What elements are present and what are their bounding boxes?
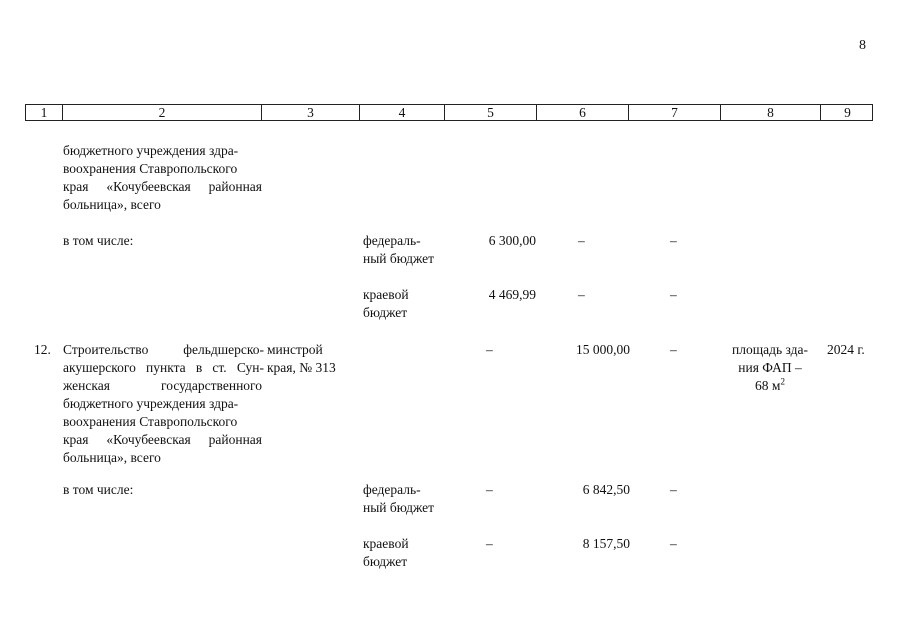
header-col-7: 7 bbox=[629, 105, 721, 120]
header-col-3: 3 bbox=[262, 105, 360, 120]
r12-name-line-4: бюджетного учреждения здра- bbox=[63, 396, 239, 411]
r12-fed-col6: 6 842,50 bbox=[582, 482, 630, 497]
r11-reg-source-2: бюджет bbox=[363, 305, 408, 320]
r12-name-line-6: края «Кочубеевская районная bbox=[63, 432, 262, 447]
r12-fed-col7: – bbox=[670, 482, 677, 497]
header-col-4: 4 bbox=[360, 105, 445, 120]
r12-name-line-2: акушерского пункта в ст. Сун- bbox=[63, 360, 264, 375]
r12-reg-col5: – bbox=[486, 536, 493, 551]
r12-col9: 2024 г. bbox=[827, 342, 865, 357]
r12-number: 12. bbox=[34, 342, 51, 357]
r11-reg-col5: 4 469,99 bbox=[488, 287, 536, 302]
page-number: 8 bbox=[859, 38, 866, 53]
r11-reg-col7: – bbox=[670, 287, 677, 302]
r12-col5: – bbox=[486, 342, 493, 357]
header-col-5: 5 bbox=[445, 105, 537, 120]
table-header-row bbox=[25, 104, 873, 121]
header-col-1: 1 bbox=[26, 105, 63, 120]
r11-fed-source-2: ный бюджет bbox=[363, 251, 435, 266]
r11-fed-source-1: федераль- bbox=[363, 233, 421, 248]
r11-name-line-3: края «Кочубеевская районная bbox=[63, 179, 262, 194]
r12-reg-col6: 8 157,50 bbox=[582, 536, 630, 551]
r11-fed-col7: – bbox=[670, 233, 677, 248]
r12-name-line-7: больница», всего bbox=[63, 450, 161, 465]
r12-col8-superscript: 2 bbox=[780, 376, 785, 387]
r12-fed-source-1: федераль- bbox=[363, 482, 421, 497]
r11-fed-col5: 6 300,00 bbox=[488, 233, 536, 248]
r12-name-line-5: воохранения Ставропольского bbox=[63, 414, 238, 429]
r12-reg-col7: – bbox=[670, 536, 677, 551]
r11-name-line-4: больница», всего bbox=[63, 197, 161, 212]
r12-sub-label: в том числе: bbox=[63, 482, 134, 497]
r12-reg-source-2: бюджет bbox=[363, 554, 408, 569]
r12-col8-area: 68 м bbox=[755, 378, 781, 393]
r12-col6: 15 000,00 bbox=[576, 342, 630, 357]
r12-col8-line-2: ния ФАП – bbox=[738, 360, 802, 375]
header-col-8: 8 bbox=[721, 105, 821, 120]
r11-reg-source-1: краевой bbox=[363, 287, 409, 302]
r12-col8-line-1: площадь зда- bbox=[732, 342, 808, 357]
header-col-6: 6 bbox=[537, 105, 629, 120]
r12-col7: – bbox=[670, 342, 677, 357]
r12-name-line-1: Строительство фельдшерско- bbox=[63, 342, 264, 357]
r12-name-line-3: женская государственного bbox=[63, 378, 262, 393]
r12-fed-source-2: ный бюджет bbox=[363, 500, 435, 515]
r11-reg-col6: – bbox=[578, 287, 585, 302]
header-col-2: 2 bbox=[63, 105, 262, 120]
r12-agency-line-1: минстрой bbox=[267, 342, 323, 357]
r12-reg-source-1: краевой bbox=[363, 536, 409, 551]
r11-sub-label: в том числе: bbox=[63, 233, 134, 248]
r11-name-line-1: бюджетного учреждения здра- bbox=[63, 143, 239, 158]
header-col-9: 9 bbox=[844, 105, 851, 120]
r12-agency-line-2: края, № 313 bbox=[267, 360, 336, 375]
r11-fed-col6: – bbox=[578, 233, 585, 248]
r12-col8-line-3 bbox=[720, 377, 820, 395]
r11-name-line-2: воохранения Ставропольского bbox=[63, 161, 238, 176]
r12-fed-col5: – bbox=[486, 482, 493, 497]
